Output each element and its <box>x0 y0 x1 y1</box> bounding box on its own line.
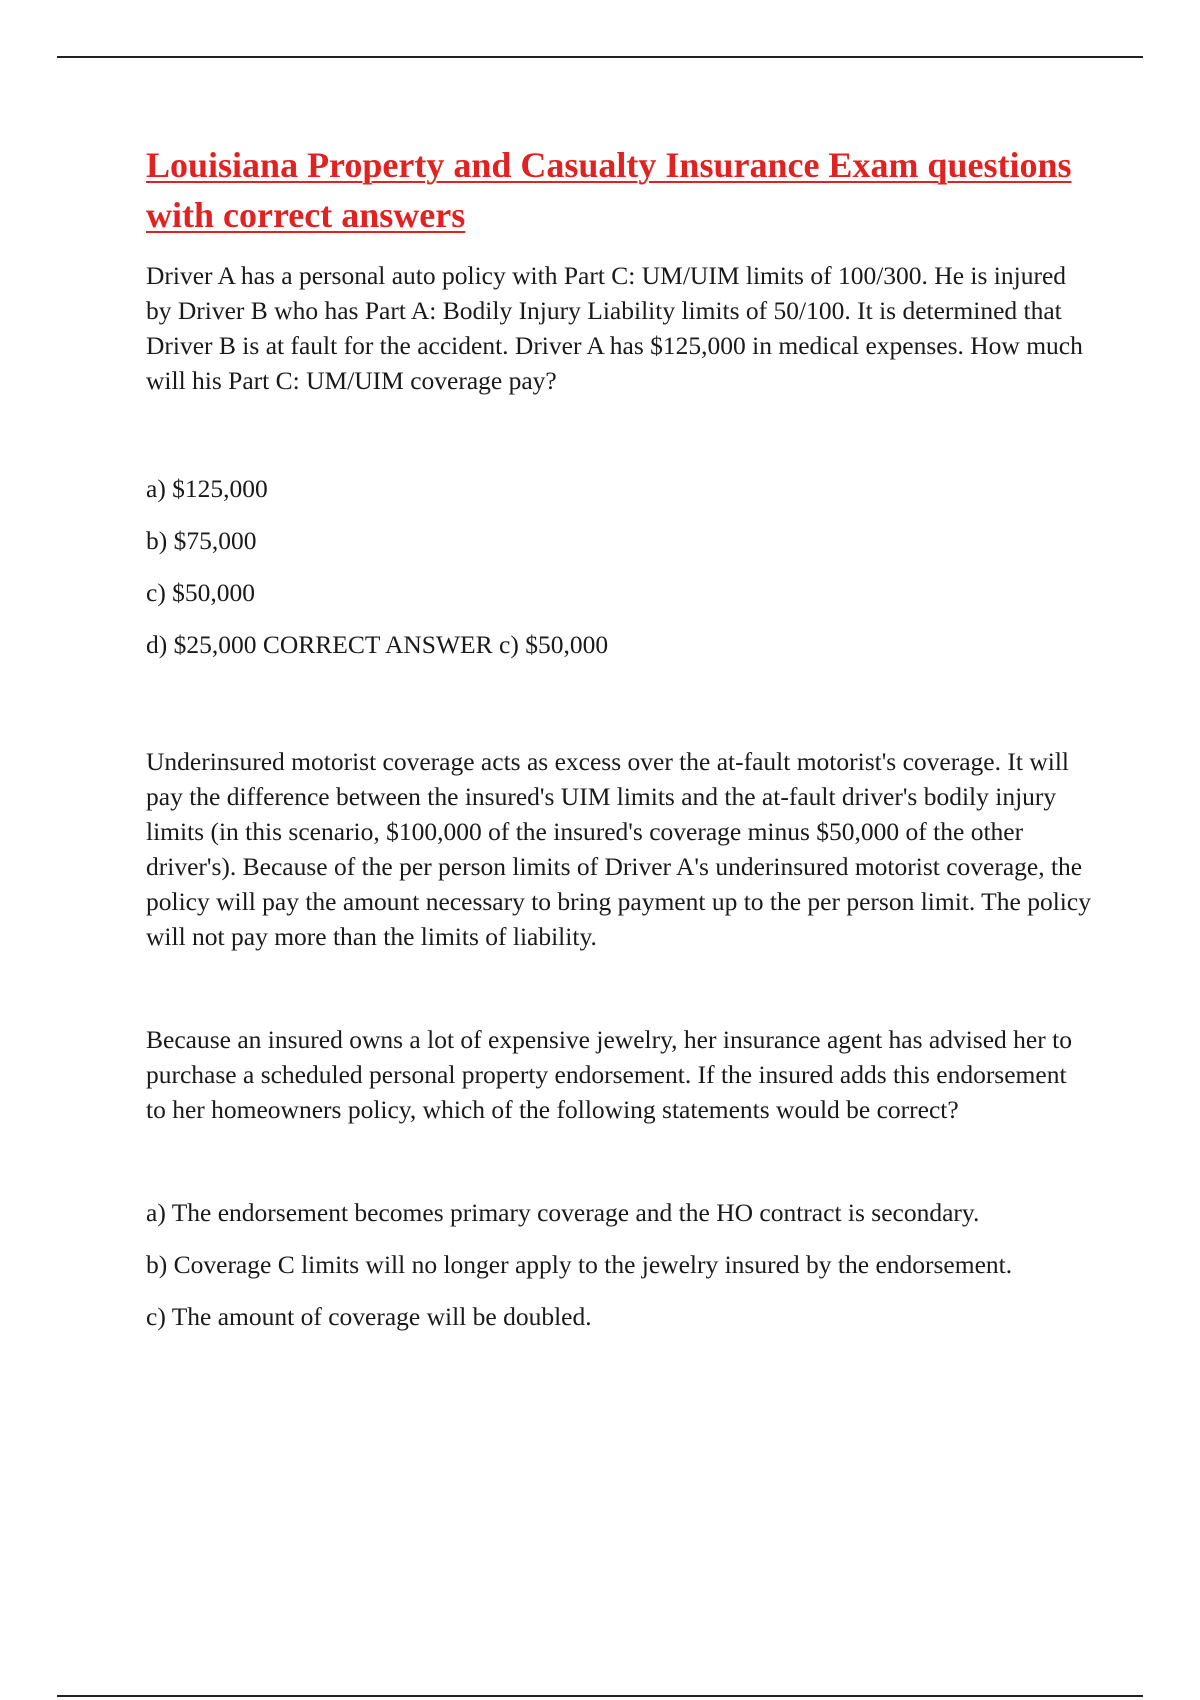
question-2-options <box>146 1195 1091 1334</box>
document-body <box>146 140 1091 1351</box>
question-1-option-b: b) $75,000 <box>146 526 257 555</box>
spacer <box>146 398 1091 471</box>
question-1-options <box>146 471 1091 662</box>
bottom-rule <box>57 1695 1143 1697</box>
document-title: Louisiana Property and Casualty Insurance Exam questions with correct answers <box>146 145 1072 235</box>
question-1-option-d: d) $25,000 CORRECT ANSWER c) $50,000 <box>146 630 609 659</box>
question-2-option-a: a) The endorsement becomes primary coverage and the HO contract is secondary. <box>146 1198 980 1227</box>
question-2-text: Because an insured owns a lot of expensive jewelry, her insurance agent has advised her to purchase a scheduled personal property endorsement. If the insured adds this endorsement to her homeowners policy, which of the following statements would be correct? <box>146 1025 1072 1124</box>
question-2-option-c: c) The amount of coverage will be doubled. <box>146 1302 592 1331</box>
spacer <box>146 1127 1091 1195</box>
question-1-text: Driver A has a personal auto policy with Part C: UM/UIM limits of 100/300. He is injured by Driver B who has Part A: Bodily Injury Liability limits of 50/100. It is determined that Driver B is at fault for the accident. Driver A has $125,000 in medical expenses. How much will his Part C: UM/UIM coverage pay? <box>146 261 1083 395</box>
question-1-option-c: c) $50,000 <box>146 578 256 607</box>
question-1-option-a: a) $125,000 <box>146 474 268 503</box>
spacer <box>146 679 1091 744</box>
spacer <box>146 954 1091 1022</box>
top-rule <box>57 56 1143 58</box>
question-2-option-b: b) Coverage C limits will no longer apply to the jewelry insured by the endorsement. <box>146 1250 1013 1279</box>
question-1-explanation: Underinsured motorist coverage acts as excess over the at-fault motorist's coverage. It will pay the difference between the insured's UIM limits and the at-fault driver's bodily injury limits (in this scenario, $100,000 of the insured's coverage minus $50,000 of the other driver's). Because of the per person limits of Driver A's underinsured motorist coverage, the policy will pay the amount necessary to bring payment up to the per person limit. The policy will not pay more than the limits of liability. <box>146 747 1091 951</box>
